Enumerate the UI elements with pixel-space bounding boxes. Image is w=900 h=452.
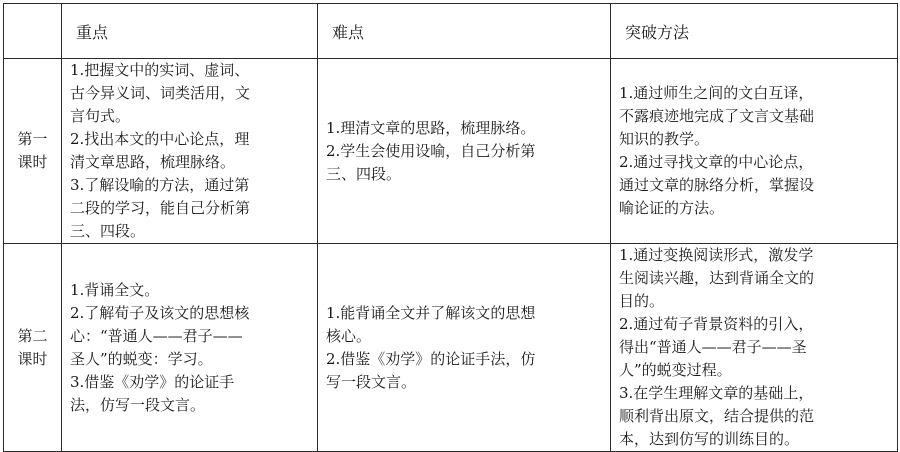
- cell-line: 2.学生会使用设喻，自己分析第: [326, 141, 536, 160]
- difficulties-cell: [318, 59, 611, 244]
- cell-line: 得出“普通人——君子——圣: [619, 338, 807, 356]
- cell-line: 圣人”的蜕变：学习。: [70, 349, 213, 368]
- row-label-lesson-1: [4, 59, 62, 244]
- cell-line: 3.在学生理解文章的基础上，: [619, 384, 814, 402]
- cell-line: 顺利背出原文，结合提供的范: [619, 407, 815, 425]
- cell-line: 三、四段。: [70, 222, 146, 240]
- cell-line: 三、四段。: [326, 164, 402, 183]
- row-label-line: 第一: [17, 130, 48, 148]
- header-difficulties: 难点: [318, 4, 611, 59]
- cell-line: 二段的学习，能自己分析第: [70, 199, 251, 217]
- cell-line: 古今异义词、词类活用，文: [70, 84, 251, 102]
- cell-line: 目的。: [619, 292, 665, 310]
- table-header-row: [4, 4, 898, 59]
- difficulties-cell: [318, 244, 611, 452]
- cell-line: 不露痕迹地完成了文言文基础: [619, 107, 815, 125]
- lesson-plan-table: [3, 3, 898, 452]
- cell-line: 1.把握文中的实词、虚词、: [70, 61, 250, 79]
- cell-line: 心：“普通人——君子——: [70, 326, 243, 345]
- row-label-line: 课时: [17, 153, 48, 171]
- row-label-lesson-2: [4, 244, 62, 452]
- cell-line: 清文章思路，梳理脉络。: [70, 153, 236, 171]
- header-corner-cell: [4, 4, 62, 59]
- cell-line: 1.理清文章的思路，梳理脉络。: [326, 118, 536, 137]
- cell-line: 喻论证的方法。: [619, 199, 725, 217]
- cell-line: 写一段文言。: [326, 372, 417, 391]
- header-methods: 突破方法: [611, 4, 898, 59]
- cell-line: 知识的教学。: [619, 130, 710, 148]
- cell-line: 言句式。: [70, 107, 131, 125]
- cell-line: 1.能背诵全文并了解该文的思想: [326, 303, 536, 322]
- key-points-cell: [62, 59, 318, 244]
- cell-line: 2.借鉴《劝学》的论证手法，仿: [326, 349, 536, 368]
- cell-line: 2.通过荀子背景资料的引入，: [619, 315, 814, 333]
- cell-line: 1.通过变换阅读形式，激发学: [619, 246, 814, 264]
- cell-line: 1.背诵全文。: [70, 280, 160, 299]
- cell-line: 核心。: [326, 326, 372, 345]
- row-label-line: 课时: [17, 349, 48, 368]
- header-key-points: 重点: [62, 4, 318, 59]
- methods-cell: [611, 59, 898, 244]
- cell-line: 本，达到仿写的训练目的。: [619, 430, 800, 448]
- cell-line: 2.了解荀子及该文的思想核: [70, 303, 250, 322]
- cell-line: 2.通过寻找文章的中心论点，: [619, 153, 814, 171]
- cell-line: 生阅读兴趣，达到背诵全文的: [619, 269, 815, 287]
- table-row: [4, 244, 898, 452]
- cell-line: 1.通过师生之间的文白互译，: [619, 84, 814, 102]
- cell-line: 3.借鉴《劝学》的论证手: [70, 372, 235, 391]
- table-row: [4, 59, 898, 244]
- cell-line: 法，仿写一段文言。: [70, 395, 206, 414]
- row-label-line: 第二: [17, 326, 48, 345]
- key-points-cell: [62, 244, 318, 452]
- cell-line: 人”的蜕变过程。: [619, 361, 732, 379]
- cell-line: 通过文章的脉络分析，掌握设: [619, 176, 815, 194]
- methods-cell: [611, 244, 898, 452]
- cell-line: 3.了解设喻的方法，通过第: [70, 176, 250, 194]
- cell-line: 2.找出本文的中心论点，理: [70, 130, 250, 148]
